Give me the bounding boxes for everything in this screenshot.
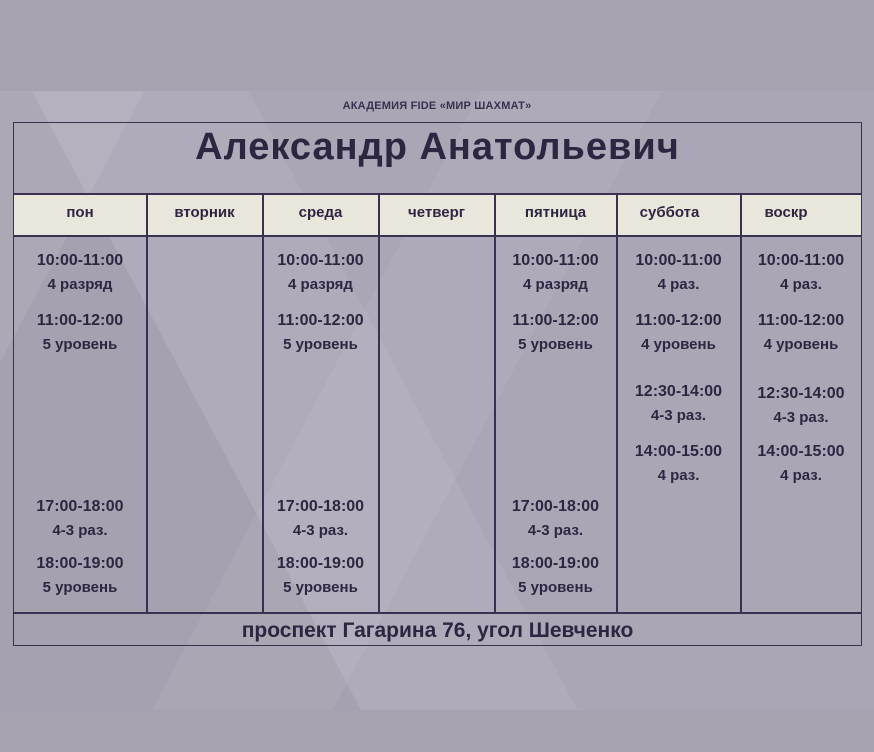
slot-level: 5 уровень (283, 336, 358, 353)
schedule-slot (741, 309, 861, 357)
day-header-thu: четверг (408, 204, 465, 221)
slot-level: 4 раз. (780, 276, 822, 293)
schedule-slot (495, 249, 616, 297)
slot-level: 4 раз. (657, 276, 700, 293)
schedule-slot (495, 552, 616, 600)
slot-level: 4 разряд (288, 276, 353, 293)
slot-level: 5 уровень (42, 336, 118, 353)
column-divider (146, 193, 148, 613)
slot-level: 5 уровень (42, 579, 118, 596)
day-header-tue: вторник (174, 204, 235, 221)
slot-time: 10:00-11:00 (277, 252, 364, 269)
schedule-slot (617, 309, 740, 357)
slot-level: 4-3 раз. (650, 407, 707, 424)
slot-time: 17:00-18:00 (276, 498, 365, 515)
address: проспект Гагарина 76, угол Шевченко (241, 619, 634, 642)
slot-time: 11:00-12:00 (757, 312, 845, 329)
slot-time: 14:00-15:00 (757, 443, 845, 460)
slot-time: 10:00-11:00 (635, 252, 722, 269)
slot-time: 12:30-14:00 (634, 383, 723, 400)
schedule-slot (14, 495, 146, 543)
header-bottom-line (13, 235, 862, 237)
slot-time: 12:30-14:00 (757, 385, 845, 402)
header-top-line (13, 193, 862, 195)
slot-level: 4 разряд (47, 276, 113, 293)
table-bottom-line (13, 612, 862, 614)
schedule-slot (741, 382, 861, 430)
slot-time: 10:00-11:00 (512, 252, 599, 269)
schedule-slot (263, 249, 378, 297)
slot-level: 4-3 раз. (773, 409, 829, 426)
slot-time: 18:00-19:00 (511, 555, 600, 572)
schedule-slot (741, 249, 861, 297)
slot-time: 11:00-12:00 (36, 312, 124, 329)
schedule-slot (14, 552, 146, 600)
schedule-slot (14, 249, 146, 297)
slot-level: 5 уровень (283, 579, 358, 596)
schedule-slot (617, 249, 740, 297)
schedule-slot (495, 309, 616, 357)
academy-title: АКАДЕМИЯ FIDE «МИР ШАХМАТ» (342, 100, 532, 112)
schedule-slot (741, 440, 861, 488)
slot-level: 4 раз. (780, 467, 822, 484)
slot-time: 17:00-18:00 (36, 498, 124, 515)
slot-time: 18:00-19:00 (36, 555, 124, 572)
slot-time: 17:00-18:00 (511, 498, 600, 515)
day-header-mon: пон (66, 204, 94, 221)
slot-level: 4-3 раз. (52, 522, 108, 539)
slot-level: 5 уровень (518, 336, 593, 353)
slot-level: 4 раз. (657, 467, 700, 484)
slot-level: 4-3 раз. (527, 522, 584, 539)
slot-level: 4 уровень (641, 336, 716, 353)
slot-level: 5 уровень (518, 579, 593, 596)
trainer-name: Александр Анатольевич (195, 126, 680, 168)
slot-level: 4-3 раз. (292, 522, 349, 539)
day-header-sun: воскр (764, 204, 808, 221)
schedule-slot (263, 552, 378, 600)
schedule-slot (263, 309, 378, 357)
slot-time: 11:00-12:00 (635, 312, 722, 329)
schedule-slot (617, 380, 740, 428)
day-header-wed: среда (298, 204, 343, 221)
slot-time: 14:00-15:00 (634, 443, 723, 460)
schedule-slot (14, 309, 146, 357)
column-divider (378, 193, 380, 613)
slot-time: 11:00-12:00 (512, 312, 599, 329)
schedule-slot (263, 495, 378, 543)
day-header-fri: пятница (524, 204, 587, 221)
slot-time: 11:00-12:00 (277, 312, 364, 329)
schedule-slot (617, 440, 740, 488)
slot-level: 4 уровень (763, 336, 839, 353)
slot-level: 4 разряд (523, 276, 588, 293)
day-header-sat: суббота (639, 204, 700, 221)
schedule-slot (495, 495, 616, 543)
slot-time: 10:00-11:00 (757, 252, 845, 269)
slot-time: 10:00-11:00 (36, 252, 124, 269)
slot-time: 18:00-19:00 (276, 555, 365, 572)
